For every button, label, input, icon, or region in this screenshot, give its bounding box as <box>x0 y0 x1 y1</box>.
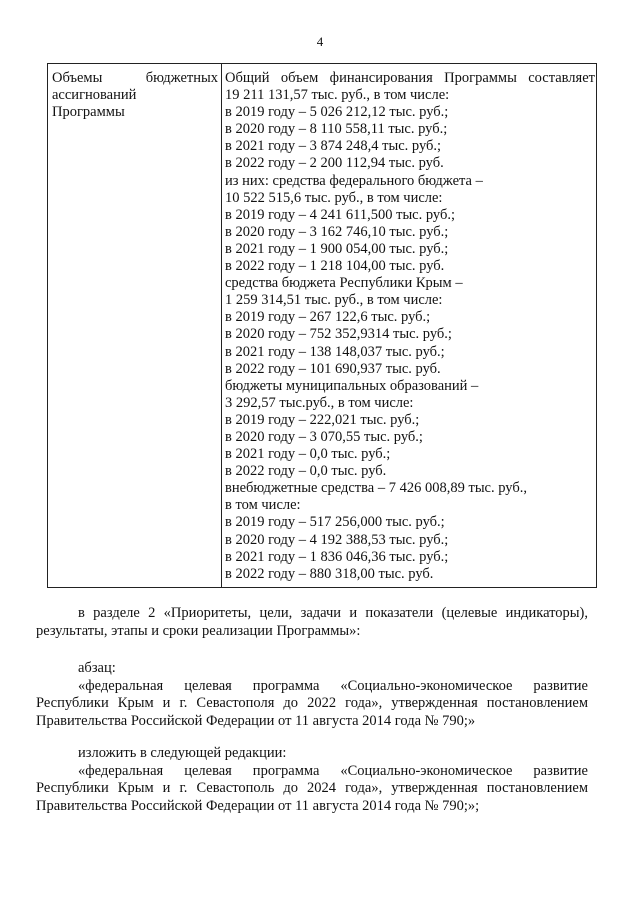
funding-line: в 2022 году – 880 318,00 тыс. руб. <box>225 565 434 582</box>
funding-line: в 2021 году – 1 900 054,00 тыс. руб.; <box>225 240 449 257</box>
funding-line: в 2020 году – 3 162 746,10 тыс. руб.; <box>225 223 449 240</box>
funding-line: в 2019 году – 267 122,6 тыс. руб.; <box>225 309 431 326</box>
funding-line: в 2020 году – 8 110 558,11 тыс. руб.; <box>225 121 448 138</box>
funding-total-heading: Общий объем финансирования Программы составляет <box>225 70 595 86</box>
table-right-cell <box>225 70 595 583</box>
funding-line: 1 259 314,51 тыс. руб., в том числе: <box>225 292 443 309</box>
abzac-label: абзац: <box>78 660 116 676</box>
funding-line: в том числе: <box>225 497 301 514</box>
new-edition-label: изложить в следующей редакции: <box>78 745 287 761</box>
funding-line: 19 211 131,57 тыс. руб., в том числе: <box>225 87 450 104</box>
table-left-cell <box>52 70 218 121</box>
paragraph-line: Республики Крым и г. Севастополь до 2024 года», утвержденная постановлением <box>36 780 588 796</box>
funding-line: средства бюджета Республики Крым – <box>225 275 463 292</box>
funding-line: 10 522 515,6 тыс. руб., в том числе: <box>225 189 443 206</box>
budget-allocations-table <box>47 63 597 588</box>
funding-line: в 2019 году – 222,021 тыс. руб.; <box>225 411 420 428</box>
funding-line: в 2022 году – 0,0 тыс. руб. <box>225 463 387 480</box>
paragraph-line: «федеральная целевая программа «Социально-экономическое развитие <box>78 762 588 779</box>
funding-line: бюджеты муниципальных образований – <box>225 377 479 394</box>
funding-line: в 2020 году – 4 192 388,53 тыс. руб.; <box>225 531 449 548</box>
funding-line: в 2019 году – 5 026 212,12 тыс. руб.; <box>225 104 449 121</box>
funding-line: в 2022 году – 2 200 112,94 тыс. руб. <box>225 155 444 172</box>
funding-line: в 2022 году – 101 690,937 тыс. руб. <box>225 360 441 377</box>
funding-line: в 2021 году – 3 874 248,4 тыс. руб.; <box>225 138 442 155</box>
funding-line: в 2019 году – 4 241 611,500 тыс. руб.; <box>225 206 456 223</box>
paragraph-line: Правительства Российской Федерации от 11 августа 2014 года № 790;» <box>36 712 476 729</box>
paragraph-line: Правительства Российской Федерации от 11 августа 2014 года № 790;»; <box>36 797 480 814</box>
funding-line: 3 292,57 тыс.руб., в том числе: <box>225 394 414 411</box>
funding-line: в 2020 году – 3 070,55 тыс. руб.; <box>225 428 423 445</box>
left-cell-line: ассигнований <box>52 87 137 104</box>
section-intro-paragraph <box>36 605 588 640</box>
funding-line: из них: средства федерального бюджета – <box>225 172 483 189</box>
funding-line: в 2019 году – 517 256,000 тыс. руб.; <box>225 514 445 531</box>
page-number: 4 <box>316 34 324 49</box>
funding-line: в 2021 году – 1 836 046,36 тыс. руб.; <box>225 548 449 565</box>
funding-line: в 2021 году – 138 148,037 тыс. руб.; <box>225 343 445 360</box>
abzac-paragraph <box>36 660 588 730</box>
funding-line: внебюджетные средства – 7 426 008,89 тыс. руб., <box>225 480 527 497</box>
paragraph-line: результаты, этапы и сроки реализации Программы»: <box>36 622 361 639</box>
paragraph-line: «федеральная целевая программа «Социально-экономическое развитие <box>78 677 588 694</box>
left-cell-line: Программы <box>52 104 125 121</box>
left-cell-word: Объемы <box>52 70 103 86</box>
funding-line: в 2021 году – 0,0 тыс. руб.; <box>225 446 391 463</box>
left-cell-word: бюджетных <box>145 70 218 86</box>
funding-lines <box>225 87 595 583</box>
table-column-divider <box>221 64 222 587</box>
funding-line: в 2022 году – 1 218 104,00 тыс. руб. <box>225 258 445 275</box>
funding-line: в 2020 году – 752 352,9314 тыс. руб.; <box>225 326 452 343</box>
new-edition-paragraph <box>36 745 588 815</box>
paragraph-line: Республики Крым и г. Севастополя до 2022 года», утвержденная постановлением <box>36 695 588 711</box>
paragraph-line: в разделе 2 «Приоритеты, цели, задачи и показатели (целевые индикаторы), <box>78 605 588 621</box>
